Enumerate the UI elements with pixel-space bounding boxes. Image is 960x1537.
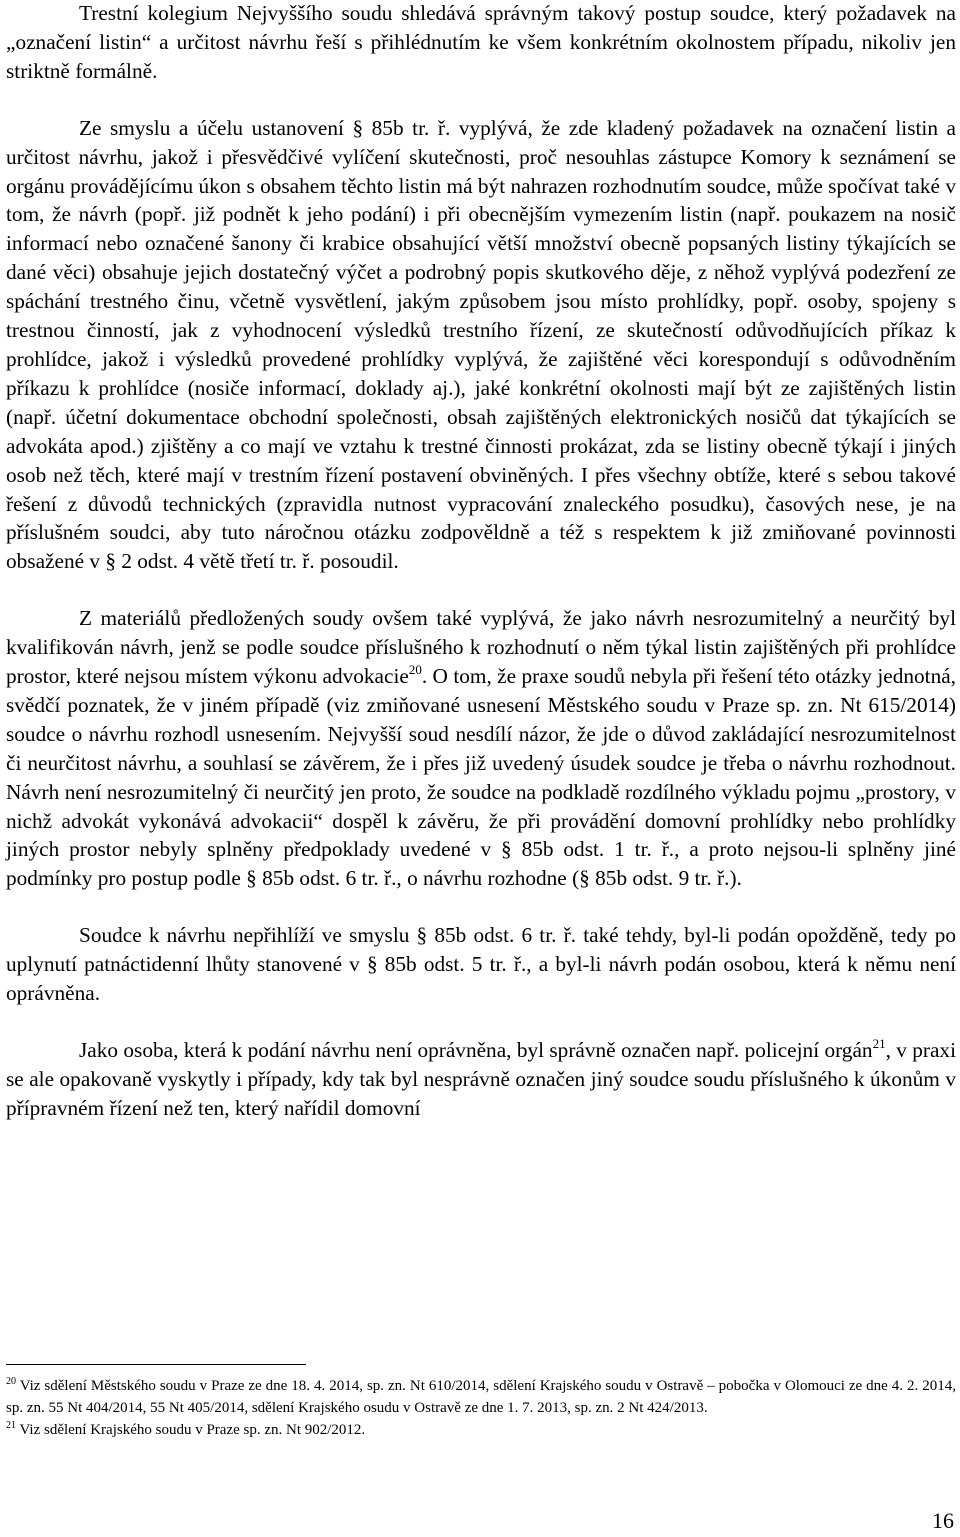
footnote-number: 21 bbox=[6, 1420, 16, 1431]
paragraph-5-text-b: , v praxi se ale opakovaně vyskytly i případy, kdy tak byl nesprávně označen jiný soudce soudu příslušného k úkonům v přípravném řízení než ten, který nařídil domovní bbox=[6, 1038, 956, 1120]
paragraph-5-text-a: Jako osoba, která k podání návrhu není oprávněna, byl správně označen např. policejní orgán bbox=[79, 1038, 873, 1062]
paragraph-1: Trestní kolegium Nejvyššího soudu shledává správným takový postup soudce, který požadavek na „označení listin“ a určitost návrhu řeší s přihlédnutím ke všem konkrétním okolnostem případu, nikoliv jen striktně formálně. bbox=[6, 1, 956, 83]
paragraph-3 bbox=[6, 604, 956, 893]
footnote-ref-20[interactable]: 20 bbox=[408, 662, 422, 678]
footnote-text: Viz sdělení Krajského soudu v Praze sp. zn. Nt 902/2012. bbox=[16, 1422, 366, 1438]
footnote-20 bbox=[6, 1375, 956, 1419]
paragraph-3-text-b: . O tom, že praxe soudů nebyla při řešení této otázky jednotná, svědčí poznatek, že v jiném případě (viz zmiňované usnesení Městského soudu v Praze sp. zn. Nt 615/2014) soudce o návrhu rozhodl usnesením. Nejvyšší soud nesdílí názor, že jde o důvod zakládající nesrozumitelnost či neurčitost návrhu, a souhlasí se závěrem, že i přes již uvedený úsudek soudce je třeba o návrhu rozhodnout. Návrh není nesrozumitelný či neurčitý jen proto, že soudce na podkladě rozdílného výkladu pojmu „prostory, v nichž advokát vykonává advokacii“ dospěl k závěru, že při provádění domovní prohlídky nebo prohlídky jiných prostor nebyly splněny předpoklady uvedené v § 85b odst. 1 tr. ř., a proto nejsou-li splněny jiné podmínky pro postup podle § 85b odst. 6 tr. ř., o návrhu rozhodne (§ 85b odst. 9 tr. ř.). bbox=[6, 664, 956, 891]
footnote-21 bbox=[6, 1419, 956, 1441]
paragraph-5 bbox=[6, 1036, 956, 1123]
footnote-ref-21[interactable]: 21 bbox=[872, 1036, 886, 1051]
footnote-separator bbox=[6, 1364, 306, 1365]
paragraph-2: Ze smyslu a účelu ustanovení § 85b tr. ř. vyplývá, že zde kladený požadavek na označení listin a určitost návrhu, jakož i přesvědčivé vylíčení skutečnosti, proč nesouhlas zástupce Komory k seznámení se orgánu provádějícímu úkon s obsahem těchto listin má být nahrazen rozhodnutím soudce, může spočívat také v tom, že návrh (popř. již podnět k jeho podání) i při obecnějším vymezením listin (např. poukazem na nosič informací nebo označené šanony či krabice obsahující větší množství obecně popsaných listiny týkajících se dané věci) obsahuje jejich dostatečný výčet a podrobný popis skutkového děje, z něhož vyplývá podezření ze spáchání trestného činu, včetně vysvětlení, jakým způsobem jsou místo prohlídky, popř. osoby, spojeny s trestnou činností, jak z vyhodnocení výsledků trestního řízení, ze skutečností odůvodňujících příkaz k prohlídce, jakož i výsledků provedené prohlídky vyplývá, že zajištěné věci korespondují s odůvodněním příkazu k prohlídce (nosiče informací, doklady aj.), jaké konkrétní okolnosti mají být ze zajištěných listin (např. účetní dokumentace obchodní společnosti, obsah zajištěných elektronických nosičů dat týkajících se advokáta apod.) zjištěny a co mají ve vztahu k trestné činnosti prokázat, zda se listiny obecně týkají i jiných osob než těch, které mají v trestním řízení postavení obviněných. I přes všechny obtíže, které s sebou takové řešení z důvodů technických (zpravidla nutnost vypracování znaleckého posudku), časových nese, je na příslušném soudci, aby tuto náročnou otázku zodpověldně a též s respektem k již zmiňované povinnosti obsažené v § 2 odst. 4 větě třetí tr. ř. posoudil. bbox=[6, 115, 956, 574]
footnotes bbox=[6, 1375, 956, 1441]
footnote-text: Viz sdělení Městského soudu v Praze ze dne 18. 4. 2014, sp. zn. Nt 610/2014, sdělení Krajského soudu v Ostravě – pobočka v Olomouci ze dne 4. 2. 2014, sp. zn. 55 Nt 404/2014, 55 Nt 405/2014, sdělení Krajského osudu v Ostravě ze dne 1. 7. 2013, sp. zn. 2 Nt 424/2013. bbox=[6, 1378, 956, 1416]
footnote-number: 20 bbox=[6, 1376, 16, 1387]
document-page bbox=[6, 0, 956, 1123]
paragraph-3-text-a: Z materiálů předložených soudy ovšem také vyplývá, že jako návrh nesrozumitelný a neurčitý byl kvalifikován návrh, jenž se podle soudce příslušného k rozhodnutí o něm týkal listin zajištěných při prohlídce prostor, které nejsou místem výkonu advokacie bbox=[6, 606, 956, 689]
page-number: 16 bbox=[932, 1508, 954, 1533]
paragraph-4: Soudce k návrhu nepřihlíží ve smyslu § 85b odst. 6 tr. ř. také tehdy, byl-li podán opožděně, tedy po uplynutí patnáctidenní lhůty stanovené v § 85b odst. 5 tr. ř., a byl-li návrh podán osobou, která k němu není oprávněna. bbox=[6, 923, 956, 1006]
